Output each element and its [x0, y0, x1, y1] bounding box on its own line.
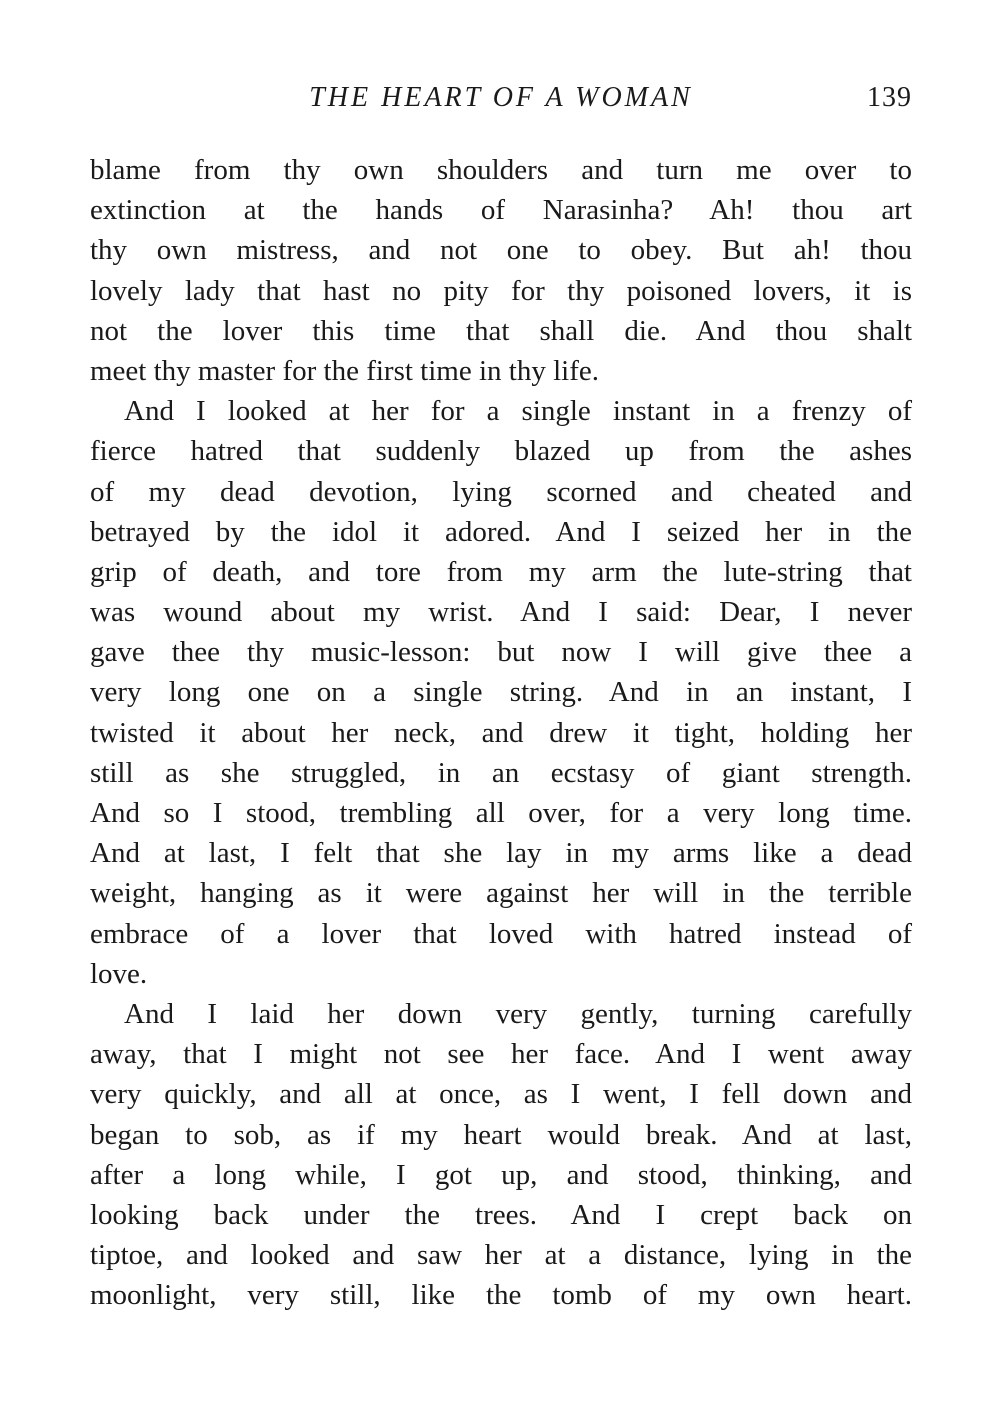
text-line: tiptoe, and looked and saw her at a distance, lying in the — [90, 1239, 912, 1272]
text-line: love. — [90, 957, 148, 990]
text-line: was wound about my wrist. And I said: Dear, I never — [90, 596, 912, 629]
text-line: very long one on a single string. And in an instant, I — [90, 676, 912, 709]
text-line: betrayed by the idol it adored. And I seized her in the — [90, 515, 912, 548]
text-line: extinction at the hands of Narasinha? Ah! thou art — [90, 194, 912, 227]
text-line: not the lover this time that shall die. And thou shalt — [90, 314, 912, 347]
paragraph-1 — [90, 150, 912, 391]
text-line: looking back under the trees. And I crept back on — [90, 1198, 912, 1231]
paragraph-3 — [90, 994, 912, 1316]
text-line: blame from thy own shoulders and turn me over to — [90, 154, 912, 186]
text-line: And so I stood, trembling all over, for a very long time. — [90, 797, 912, 829]
text-line: away, that I might not see her face. And I went away — [90, 1038, 912, 1071]
text-line: moonlight, very still, like the tomb of my own heart. — [90, 1279, 912, 1312]
text-line: twisted it about her neck, and drew it tight, holding her — [90, 716, 912, 749]
text-line: began to sob, as if my heart would break. And at last, — [90, 1118, 912, 1151]
text-line: thy own mistress, and not one to obey. But ah! thou — [90, 234, 912, 267]
body-text — [90, 150, 912, 1315]
text-line: of my dead devotion, lying scorned and cheated and — [90, 475, 912, 508]
text-line: still as she struggled, in an ecstasy of giant strength. — [90, 756, 912, 789]
text-line: meet thy master for the first time in thy life. — [90, 354, 599, 387]
text-line: And I laid her down very gently, turning carefully — [124, 997, 912, 1030]
running-head — [90, 80, 912, 120]
running-title: THE HEART OF A WOMAN — [309, 82, 693, 113]
text-line: very quickly, and all at once, as I went, I fell down and — [90, 1078, 912, 1111]
text-line: after a long while, I got up, and stood, thinking, and — [90, 1158, 912, 1191]
text-line: fierce hatred that suddenly blazed up from the ashes — [90, 435, 912, 468]
text-line: And I looked at her for a single instant in a frenzy of — [124, 395, 912, 428]
text-line: gave thee thy music-lesson: but now I will give thee a — [90, 636, 912, 669]
page-number: 139 — [867, 82, 912, 113]
text-line: And at last, I felt that she lay in my arms like a dead — [90, 837, 912, 870]
text-line: grip of death, and tore from my arm the lute-string that — [90, 555, 912, 588]
text-line: weight, hanging as it were against her will in the terrible — [90, 877, 912, 910]
paragraph-2 — [90, 391, 912, 994]
text-line: lovely lady that hast no pity for thy poisoned lovers, it is — [90, 274, 912, 307]
text-line: embrace of a lover that loved with hatred instead of — [90, 917, 912, 950]
